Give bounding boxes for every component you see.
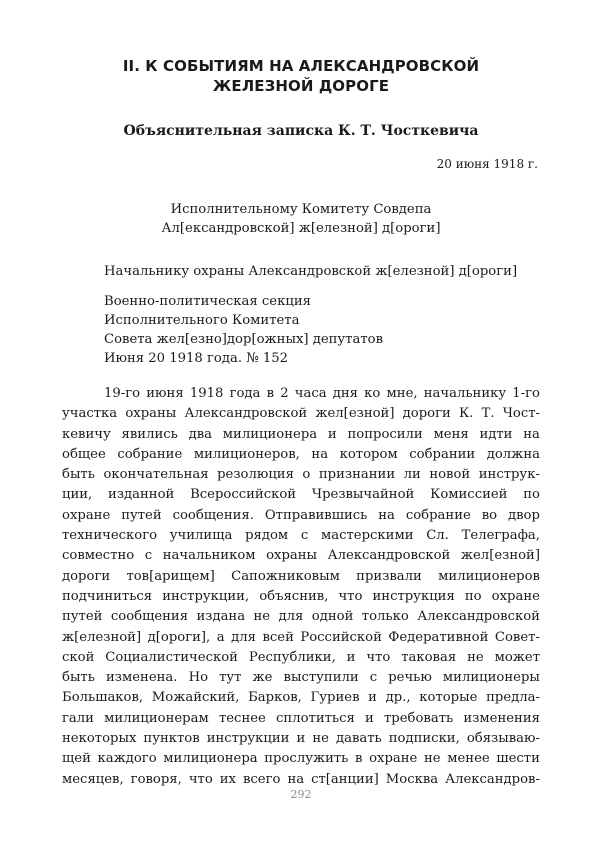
document-page: [62, 0, 540, 852]
body-line: путей сообщения издана не для одной только Александровской: [62, 609, 540, 625]
document-date: 20 июня 1918 г.: [436, 157, 538, 171]
body-line: подчиниться инструкции, объяснив, что инструкция по охране: [62, 588, 540, 604]
body-line: некоторых пунктов инструкции и не давать подписки, обязываю-: [62, 731, 540, 747]
section-heading-line-2: ЖЕЛЕЗНОЙ ДОРОГЕ: [212, 77, 390, 95]
addressee-line-1: Исполнительному Комитету Совдепа: [170, 202, 432, 217]
body-paragraph: [62, 384, 540, 790]
addressee-line-2: Ал[ександровской] ж[елезной] д[ороги]: [161, 221, 441, 236]
sender-line: Июня 20 1918 года. № 152: [104, 351, 289, 366]
body-line: 19-го июня 1918 года в 2 часа дня ко мне, начальнику 1-го: [104, 386, 540, 401]
document-subheading: Объяснительная записка К. Т. Чосткевича: [123, 123, 479, 139]
body-line: быть изменена. Но тут же выступили с речью милиционеры: [62, 670, 540, 686]
recipient-line: Начальнику охраны Александровской ж[елезной] д[ороги]: [104, 264, 518, 279]
body-line: технического училища рядом с мастерскими Сл. Телеграфа,: [62, 528, 540, 544]
body-line: дороги тов[арищем] Сапожниковым призвали милиционеров: [62, 568, 540, 584]
section-heading: [62, 56, 540, 96]
body-line: ской Социалистической Республики, и что таковая не может: [62, 649, 540, 665]
body-line: щей каждого милиционера прослужить в охране не менее шести: [62, 751, 540, 767]
body-line: совместно с начальником охраны Александровской жел[езной]: [62, 548, 540, 564]
body-line: месяцев, говоря, что их всего на ст[анции] Москва Александров-: [62, 771, 540, 787]
body-line: кевичу явились два милиционера и попросили меня идти на: [62, 426, 540, 442]
body-line: общее собрание милиционеров, на котором собрании должна: [62, 446, 540, 462]
body-line: ж[елезной] д[ороги], а для всей Российской Федеративной Совет-: [62, 629, 540, 645]
sender-block: [104, 292, 383, 368]
addressee-block: [62, 200, 540, 238]
body-line: ции, изданной Всероссийской Чрезвычайной Комиссией по: [62, 487, 540, 503]
sender-line: Военно-политическая секция: [104, 294, 311, 309]
body-line: охране путей сообщения. Отправившись на собрание во двор: [62, 507, 540, 523]
body-line: быть окончательная резолюция о признании ли новой инструк-: [62, 467, 540, 483]
sender-line: Исполнительного Комитета: [104, 313, 300, 328]
body-line: участка охраны Александровской жел[езной] дороги К. Т. Чост-: [62, 406, 540, 422]
page-number: 292: [290, 788, 312, 801]
sender-line: Совета жел[езно]дор[ожных] депутатов: [104, 332, 384, 347]
section-heading-line-1: II. К СОБЫТИЯМ НА АЛЕКСАНДРОВСКОЙ: [122, 57, 480, 75]
body-line: Большаков, Можайский, Барков, Гуриев и др., которые предла-: [62, 690, 540, 706]
body-line: гали милиционерам теснее сплотиться и требовать изменения: [62, 710, 540, 726]
